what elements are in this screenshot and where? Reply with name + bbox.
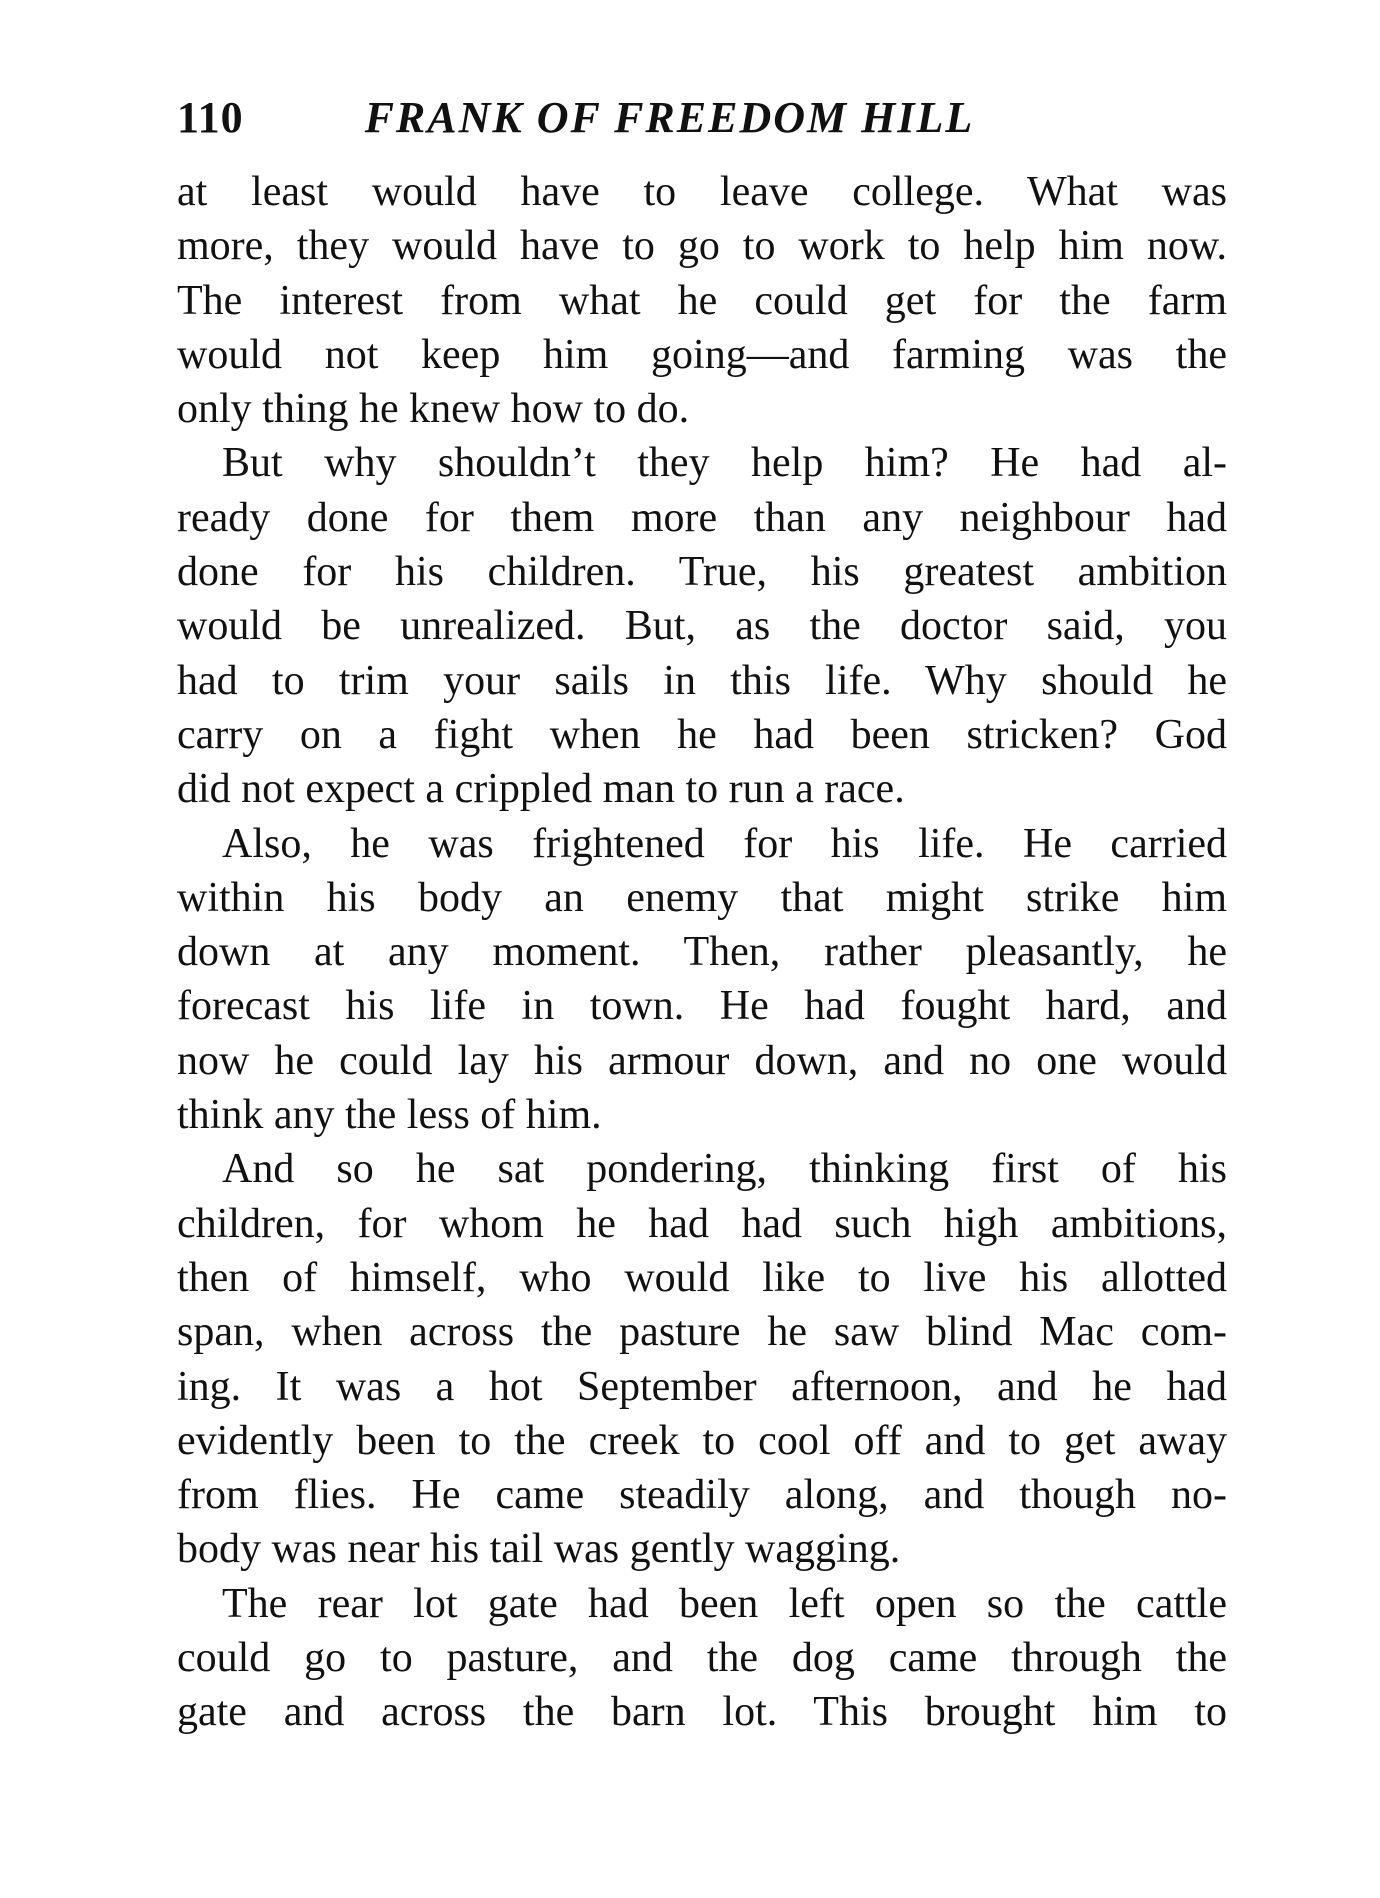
text-line: ready done for them more than any neighbour had <box>177 494 1227 541</box>
text-line: span, when across the pasture he saw blind Mac com- <box>177 1309 1227 1356</box>
text-line: down at any moment. Then, rather pleasantly, he <box>177 929 1227 976</box>
paragraph-5 <box>177 1577 1227 1740</box>
text-line: The rear lot gate had been left open so the cattle <box>222 1580 1227 1627</box>
text-line: evidently been to the creek to cool off and to get away <box>177 1417 1227 1464</box>
text-line: ing. It was a hot September afternoon, and he had <box>177 1363 1227 1410</box>
paragraph-1 <box>177 165 1227 436</box>
body-text <box>177 165 1227 1740</box>
text-line: think any the less of him. <box>177 1092 602 1139</box>
text-line: would be unrealized. But, as the doctor said, you <box>177 603 1227 650</box>
text-line: But why shouldn’t they help him? He had al- <box>222 440 1227 487</box>
text-line: had to trim your sails in this life. Why should he <box>177 657 1227 704</box>
paragraph-3 <box>177 817 1227 1143</box>
text-line: done for his children. True, his greatest ambition <box>177 549 1227 596</box>
text-line: within his body an enemy that might strike him <box>177 874 1227 921</box>
paragraph-2 <box>177 436 1227 816</box>
text-line: now he could lay his armour down, and no one would <box>177 1037 1227 1084</box>
text-line: body was near his tail was gently wagging. <box>177 1526 901 1573</box>
text-line: forecast his life in town. He had fought hard, and <box>177 983 1227 1030</box>
book-title: FRANK OF FREEDOM HILL <box>364 93 975 142</box>
text-line: would not keep him going—and farming was the <box>177 331 1227 378</box>
text-line: did not expect a crippled man to run a race. <box>177 766 905 813</box>
text-line: more, they would have to go to work to help him now. <box>177 223 1227 270</box>
text-line: from flies. He came steadily along, and though no- <box>177 1472 1227 1519</box>
paragraph-4 <box>177 1142 1227 1576</box>
text-line: at least would have to leave college. What was <box>177 169 1227 215</box>
text-line: Also, he was frightened for his life. He carried <box>222 820 1227 867</box>
text-line: children, for whom he had had such high ambitions, <box>177 1200 1227 1247</box>
text-line: then of himself, who would like to live his allotted <box>177 1254 1227 1301</box>
text-line: only thing he knew how to do. <box>177 386 690 433</box>
text-line: gate and across the barn lot. This brought him to <box>177 1689 1227 1736</box>
text-line: could go to pasture, and the dog came through the <box>177 1635 1227 1682</box>
text-line: carry on a fight when he had been stricken? God <box>177 711 1227 758</box>
page-number: 110 <box>177 93 244 142</box>
running-head <box>177 88 1227 148</box>
text-line: And so he sat pondering, thinking first of his <box>222 1146 1227 1193</box>
text-line: The interest from what he could get for the farm <box>177 277 1227 324</box>
